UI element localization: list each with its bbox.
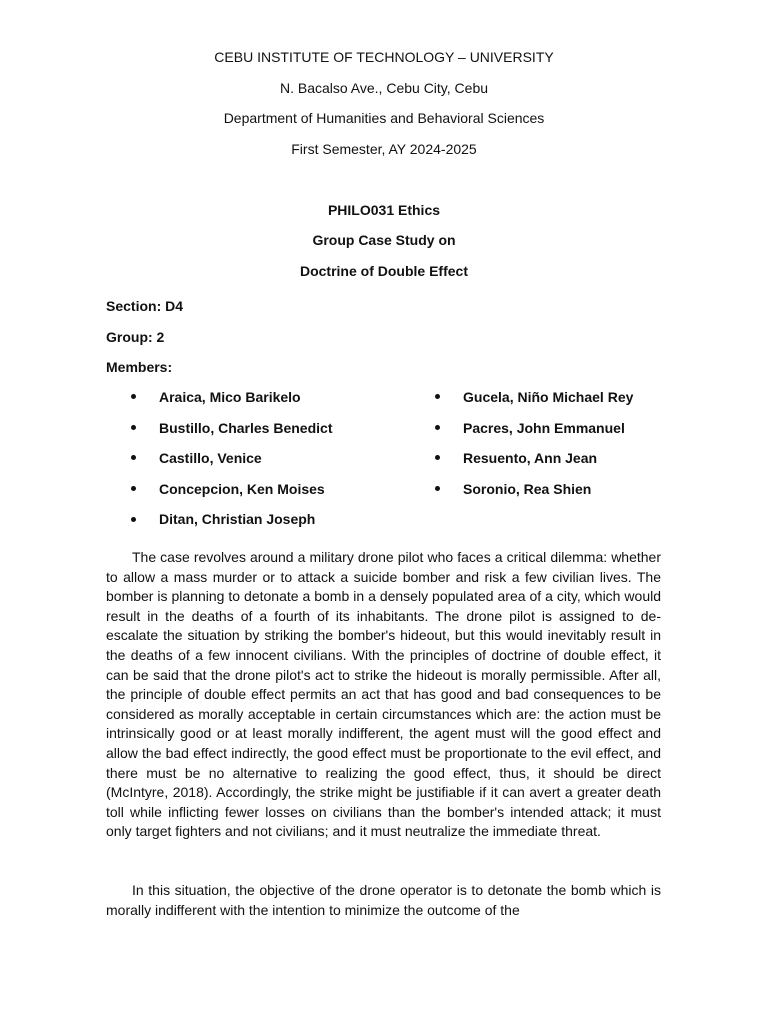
members-list-column-1 xyxy=(131,387,332,540)
group-info xyxy=(106,296,183,388)
members-list-column-2 xyxy=(435,387,633,509)
case-study-topic: Doctrine of Double Effect xyxy=(299,262,468,279)
member-name: Araica, Mico Barikelo xyxy=(159,389,301,405)
member-name: Soronio, Rea Shien xyxy=(463,480,592,497)
list-item xyxy=(435,448,633,479)
body-paragraph-2: In this situation, the objective of the drone operator is to detonate the bomb which is morally indifferent with the intention to minimize the outcome of the xyxy=(106,882,661,918)
bullet-icon xyxy=(435,387,463,407)
institution-name: CEBU INSTITUTE OF TECHNOLOGY – UNIVERSITY xyxy=(214,49,554,65)
bullet-icon xyxy=(131,479,159,499)
semester-line: First Semester, AY 2024-2025 xyxy=(291,140,477,157)
member-name: Resuento, Ann Jean xyxy=(463,450,598,467)
list-item xyxy=(131,448,332,479)
body-paragraph-1: The case revolves around a military drone pilot who faces a critical dilemma: whether to allow a mass murder or to attack a suicide bomber and risk a few civilian lives. The bomber is planning to detonate a bomb in a densely populated area of a city, which would result in the deaths of a fourth of its inhabitants. The drone pilot is assigned to de-escalate the situation by striking the bomber's hideout, but this would inevitably result in the deaths of a few innocent civilians. With the principles of doctrine of double effect, it can be said that the drone pilot's act to strike the hideout is morally permissible. After all, the principle of double effect permits an act that has good and bad consequences to be considered as morally acceptable in certain circumstances which are: the action must be intrinsically good or at least morally indifferent, the agent must will the good effect and allow the bad effect indirectly, the good effect must be proportionate to the evil effect, and there must be no alternative to realizing the good effect, thus, it should be direct (McIntyre, 2018). Accordingly, the strike might be justifiable if it can avert a greater death toll while inflicting fewer losses on civilians than the bomber's intended attack; it must only target fighters and not civilians; and it must neutralize the immediate threat. xyxy=(106,549,661,840)
list-item xyxy=(131,479,332,510)
bullet-icon xyxy=(435,448,463,468)
document-header xyxy=(0,47,768,169)
list-item xyxy=(435,387,633,418)
list-item xyxy=(435,418,633,449)
member-name: Pacres, John Emmanuel xyxy=(463,419,625,436)
group-label: Group: 2 xyxy=(106,328,165,345)
course-code-title: PHILO031 Ethics xyxy=(327,202,441,218)
member-name: Gucela, Niño Michael Rey xyxy=(463,389,634,405)
member-name: Bustillo, Charles Benedict xyxy=(159,419,333,436)
member-name: Concepcion, Ken Moises xyxy=(159,480,325,497)
members-label: Members: xyxy=(106,359,173,375)
department-name: Department of Humanities and Behavioral Sciences xyxy=(223,110,545,126)
institution-address: N. Bacalso Ave., Cebu City, Cebu xyxy=(279,79,489,96)
bullet-icon xyxy=(131,418,159,438)
member-name: Ditan, Christian Joseph xyxy=(159,511,316,528)
bullet-icon xyxy=(435,479,463,499)
course-title-block xyxy=(0,200,768,291)
list-item xyxy=(131,418,332,449)
bullet-icon xyxy=(131,509,159,529)
bullet-icon xyxy=(131,387,159,407)
bullet-icon xyxy=(131,448,159,468)
bullet-icon xyxy=(435,418,463,438)
list-item xyxy=(131,387,332,418)
list-item xyxy=(131,509,332,540)
list-item xyxy=(435,479,633,510)
section-label: Section: D4 xyxy=(106,298,184,314)
member-name: Castillo, Venice xyxy=(159,450,262,467)
case-study-subtitle: Group Case Study on xyxy=(312,232,456,249)
